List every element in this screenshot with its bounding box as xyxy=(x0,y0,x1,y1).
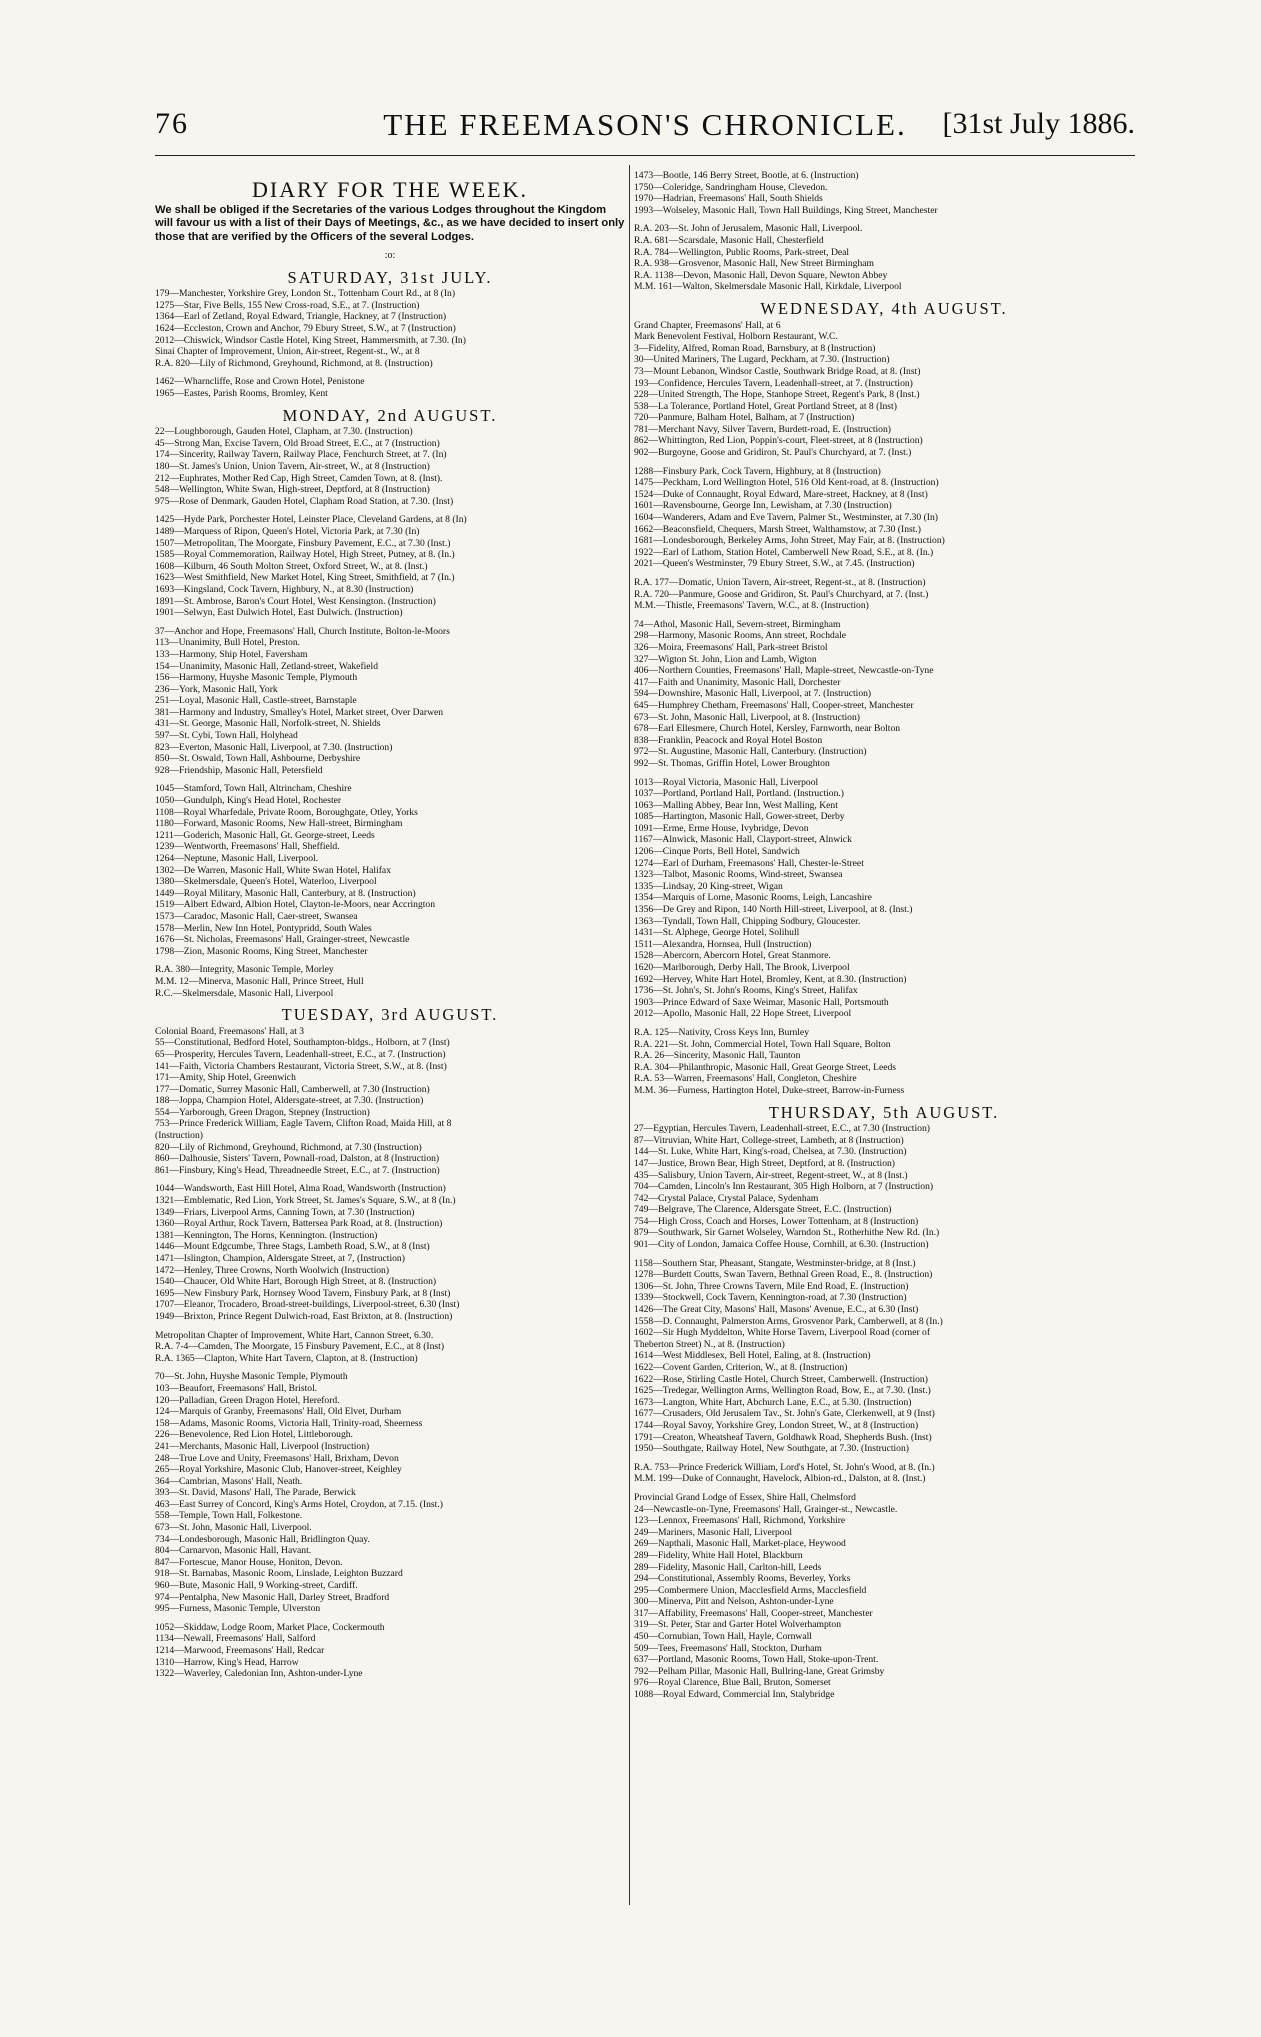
group-gap xyxy=(155,619,625,626)
group-gap xyxy=(634,612,1134,619)
lodge-entry: 236—York, Masonic Hall, York xyxy=(155,683,278,695)
lodge-entry: 1167—Alnwick, Masonic Hall, Clayport-street, Alnwick xyxy=(634,834,852,846)
lodge-entry: 1798—Zion, Masonic Rooms, King Street, Manchester xyxy=(155,945,368,957)
lodge-entry: 862—Whittington, Red Lion, Poppin's-court, Fleet-street, at 8 (Instruction) xyxy=(634,435,923,447)
lodge-entry: 1044—Wandsworth, East Hill Hotel, Alma Road, Wandsworth (Instruction) xyxy=(155,1183,446,1195)
lodge-entry: 463—East Surrey of Concord, King's Arms Hotel, Croydon, at 7.15. (Inst.) xyxy=(155,1498,443,1510)
lodge-entry: 1602—Sir Hugh Myddelton, White Horse Tavern, Liverpool Road (corner of xyxy=(634,1327,931,1339)
lodge-entry: 734—Londesborough, Masonic Hall, Bridlington Quay. xyxy=(155,1533,370,1545)
lodge-entry: 74—Athol, Masonic Hall, Severn-street, Birmingham xyxy=(634,618,841,630)
lodge-entry: 781—Merchant Navy, Silver Tavern, Burdett-road, E. (Instruction) xyxy=(634,423,891,435)
lodge-entry: 141—Faith, Victoria Chambers Restaurant, Victoria Street, S.W., at 8. (Inst) xyxy=(155,1060,447,1072)
lodge-entry: 918—St. Barnabas, Masonic Room, Linslade, Leighton Buzzard xyxy=(155,1568,403,1580)
lodge-entry: 1614—West Middlesex, Bell Hotel, Ealing, at 8. (Instruction) xyxy=(634,1350,871,1362)
lodge-entry: 2012—Chiswick, Windsor Castle Hotel, King Street, Hammersmith, at 7.30. (In) xyxy=(155,334,466,346)
lodge-entry: 248—True Love and Unity, Freemasons' Hall, Brixham, Devon xyxy=(155,1452,399,1464)
lodge-entry: 1585—Royal Commemoration, Railway Hotel, High Street, Putney, at 8. (In.) xyxy=(155,549,455,561)
lodge-entry: 1949—Brixton, Prince Regent Dulwich-road, East Brixton, at 8. (Instruction) xyxy=(155,1310,453,1322)
lodge-entry: 960—Bute, Masonic Hall, 9 Working-street, Cardiff. xyxy=(155,1580,358,1592)
lodge-entry: 1970—Hadrian, Freemasons' Hall, South Shields xyxy=(634,193,823,205)
lodge-entry: 1901—Selwyn, East Dulwich Hotel, East Dulwich. (Instruction) xyxy=(155,607,403,619)
lodge-entry: 1472—Henley, Three Crowns, North Woolwich (Instruction) xyxy=(155,1264,390,1276)
lodge-entry: 45—Strong Man, Excise Tavern, Old Broad Street, E.C., at 7 (Instruction) xyxy=(155,437,440,449)
lodge-entry: 289—Fidelity, Masonic Hall, Carlton-hill, Leeds xyxy=(634,1561,822,1573)
lodge-entry: 558—Temple, Town Hall, Folkestone. xyxy=(155,1510,303,1522)
lodge-entry: 792—Pelham Pillar, Masonic Hall, Bullring-lane, Great Grimsby xyxy=(634,1665,885,1677)
group-gap xyxy=(634,216,1134,223)
lodge-entry: 1085—Hartington, Masonic Hall, Gower-street, Derby xyxy=(634,811,845,823)
lodge-entry: 180—St. James's Union, Union Tavern, Air-street, W., at 8 (Instruction) xyxy=(155,461,430,472)
lodge-entry: 1108—Royal Wharfedale, Private Room, Boroughgate, Otley, Yorks xyxy=(155,806,418,818)
lodge-entry: 1573—Caradoc, Masonic Hall, Caer-street, Swansea xyxy=(155,910,358,922)
lodge-entry: R.C.—Skelmersdale, Masonic Hall, Liverpool xyxy=(155,987,334,999)
lodge-entry: 65—Prosperity, Hercules Tavern, Leadenhall-street, E.C., at 7. (Instruction) xyxy=(155,1048,446,1060)
group-gap xyxy=(634,1251,1134,1258)
lodge-entry: Metropolitan Chapter of Improvement, White Hart, Cannon Street, 6.30. xyxy=(155,1329,434,1341)
lodge-entry: 241—Merchants, Masonic Hall, Liverpool (Instruction) xyxy=(155,1440,370,1452)
lodge-entry: 1323—Talbot, Masonic Rooms, Wind-street, Swansea xyxy=(634,869,843,881)
lodge-entry: R.A. 125—Nativity, Cross Keys Inn, Burnley xyxy=(634,1026,809,1038)
lodge-entry: 1623—West Smithfield, New Market Hotel, King Street, Smithfield, at 7 (In.) xyxy=(155,572,455,584)
lodge-entry: R.A. 681—Scarsdale, Masonic Hall, Chesterfield xyxy=(634,234,824,246)
lodge-entry: M.M. 36—Furness, Hartington Hotel, Duke-street, Barrow-in-Furness xyxy=(634,1084,905,1096)
lodge-entry: R.A. 304—Philanthropic, Masonic Hall, Great George Street, Leeds xyxy=(634,1061,896,1073)
lodge-entry: 326—Moira, Freemasons' Hall, Park-street Bristol xyxy=(634,641,828,653)
lodge-entry: 188—Joppa, Champion Hotel, Aldersgate-street, at 7.30. (Instruction) xyxy=(155,1095,424,1107)
lodge-entry: 1426—The Great City, Masons' Hall, Masons' Avenue, E.C., at 6.30 (Inst) xyxy=(634,1304,919,1316)
lodge-entry: 594—Downshire, Masonic Hall, Liverpool, at 7. (Instruction) xyxy=(634,688,872,700)
lodge-entry: 1206—Cinque Ports, Bell Hotel, Sandwich xyxy=(634,846,800,858)
lodge-entry: 1903—Prince Edward of Saxe Weimar, Masonic Hall, Portsmouth xyxy=(634,996,889,1008)
group-gap xyxy=(155,507,625,514)
lodge-entry: 133—Harmony, Ship Hotel, Faversham xyxy=(155,648,308,660)
lodge-entry: 1507—Metropolitan, The Moorgate, Finsbury Pavement, E.C., at 7.30 (Inst.) xyxy=(155,537,451,549)
group-gap xyxy=(155,1176,625,1183)
lodge-entry: M.M. 199—Duke of Connaught, Havelock, Albion-rd., Dalston, at 8. (Inst.) xyxy=(634,1473,926,1485)
lodge-entry: 30—United Mariners, The Lugard, Peckham, at 7.30. (Instruction) xyxy=(634,354,890,366)
lodge-entry: 1524—Duke of Connaught, Royal Edward, Mare-street, Hackney, at 8 (Inst) xyxy=(634,488,928,500)
group-gap xyxy=(155,369,625,376)
right-continued-listings xyxy=(634,170,1134,293)
day-heading: THURSDAY, 5th AUGUST. xyxy=(768,1102,1000,1122)
lodge-entry: 1965—Eastes, Parish Rooms, Bromley, Kent xyxy=(155,388,328,400)
lodge-entry: 1088—Royal Edward, Commercial Inn, Stalybridge xyxy=(634,1689,835,1701)
lodge-entry: 1622—Covent Garden, Criterion, W., at 8. (Instruction) xyxy=(634,1362,848,1373)
lodge-entry: 754—High Cross, Coach and Horses, Lower Tottenham, at 8 (Instruction) xyxy=(634,1215,919,1227)
lodge-entry: R.A. 221—St. John, Commercial Hotel, Town Hall Square, Bolton xyxy=(634,1038,891,1050)
lodge-entry: 1037—Portland, Portland Hall, Portland. (Instruction.) xyxy=(634,788,844,800)
lodge-entry: 995—Furness, Masonic Temple, Ulverston xyxy=(155,1603,321,1615)
lodge-entry: Provincial Grand Lodge of Essex, Shire Hall, Chelmsford xyxy=(634,1491,856,1503)
lodge-entry: 327—Wigton St. John, Lion and Lamb, Wigton xyxy=(634,653,817,665)
lodge-entry: 1677—Crusaders, Old Jerusalem Tav., St. John's Gate, Clerkenwell, at 9 (Inst) xyxy=(634,1408,935,1420)
lodge-entry: 171—Amity, Ship Hotel, Greenwich xyxy=(155,1072,296,1084)
lodge-entry: 850—St. Oswald, Town Hall, Ashbourne, Derbyshire xyxy=(155,753,361,765)
lodge-entry: 1993—Wolseley, Masonic Hall, Town Hall Buildings, King Street, Manchester xyxy=(634,204,938,216)
lodge-entry: R.A. 753—Prince Frederick William, Lord's Hotel, St. John's Wood, at 8. (In.) xyxy=(634,1461,935,1473)
lodge-entry: 704—Camden, Lincoln's Inn Restaurant, 305 High Holborn, at 7 (Instruction) xyxy=(634,1181,934,1193)
lodge-entry: 1354—Marquis of Lorne, Masonic Rooms, Leigh, Lancashire xyxy=(634,892,872,904)
lodge-entry: 1922—Earl of Lathom, Station Hotel, Camberwell New Road, S.E., at 8. (In.) xyxy=(634,546,934,558)
lodge-entry: 1364—Earl of Zetland, Royal Edward, Triangle, Hackney, at 7 (Instruction) xyxy=(155,311,447,323)
lodge-entry: 294—Constitutional, Assembly Rooms, Beverley, Yorks xyxy=(634,1573,851,1585)
lodge-entry: 1681—Londesborough, Berkeley Arms, John Street, May Fair, at 8. (Instruction) xyxy=(634,535,945,547)
lodge-entry: 226—Benevolence, Red Lion Hotel, Littleborough. xyxy=(155,1429,353,1441)
lodge-entry: 1180—Forward, Masonic Rooms, New Hall-street, Birmingham xyxy=(155,818,403,830)
lodge-entry: 251—Loyal, Masonic Hall, Castle-street, Barnstaple xyxy=(155,695,357,707)
lodge-entry: 742—Crystal Palace, Crystal Palace, Sydenham xyxy=(634,1192,819,1204)
lodge-entry: 319—St. Peter, Star and Garter Hotel Wolverhampton xyxy=(634,1619,842,1631)
lodge-entry: 860—Dalhousie, Sisters' Tavern, Pownall-road, Dalston, at 8 (Instruction) xyxy=(155,1153,440,1165)
lodge-entry: 992—St. Thomas, Griffin Hotel, Lower Broughton xyxy=(634,757,830,769)
group-gap xyxy=(634,1020,1134,1027)
lodge-entry: 1158—Southern Star, Pheasant, Stangate, Westminster-bridge, at 8 (Inst.) xyxy=(634,1257,916,1269)
lodge-entry: Sinai Chapter of Improvement, Union, Air-street, Regent-st., W., at 8 xyxy=(155,346,420,358)
lodge-entry: 879—Southwark, Sir Garnet Wolseley, Warndon St., Rotherhithe New Rd. (In.) xyxy=(634,1227,940,1239)
left-day-sections xyxy=(155,267,625,1680)
lodge-entry: 70—St. John, Huyshe Masonic Temple, Plymouth xyxy=(155,1371,348,1383)
group-gap xyxy=(155,1615,625,1622)
lodge-entry: 972—St. Augustine, Masonic Hall, Canterbury. (Instruction) xyxy=(634,746,867,758)
lodge-entry: R.A. 820—Lily of Richmond, Greyhound, Richmond, at 8. (Instruction) xyxy=(155,357,433,369)
lodge-entry: 1791—Creaton, Wheatsheaf Tavern, Goldhawk Road, Shepherds Bush. (Inst) xyxy=(634,1431,932,1443)
lodge-entry: 1950—Southgate, Railway Hotel, New Southgate, at 7.30. (Instruction) xyxy=(634,1443,909,1455)
lodge-entry: R.A. 720—Panmure, Goose and Gridiron, St. Paul's Churchyard, at 7. (Inst.) xyxy=(634,588,929,600)
lodge-entry: 1310—Harrow, King's Head, Harrow xyxy=(155,1656,299,1668)
lodge-entry: 435—Salisbury, Union Tavern, Air-street, Regent-street, W., at 8 (Inst.) xyxy=(634,1169,908,1181)
lodge-entry: 1707—Eleanor, Trocadero, Broad-street-buildings, Liverpool-street, 6.30 (Inst) xyxy=(155,1299,460,1311)
group-gap xyxy=(634,459,1134,466)
group-gap xyxy=(634,1485,1134,1492)
lodge-entry: 928—Friendship, Masonic Hall, Petersfield xyxy=(155,764,323,776)
lodge-entry: 1322—Waverley, Caledonian Inn, Ashton-under-Lyne xyxy=(155,1668,363,1680)
lodge-entry: Grand Chapter, Freemasons' Hall, at 6 xyxy=(634,319,781,331)
lodge-entry: 902—Burgoyne, Goose and Gridiron, St. Paul's Churchyard, at 7. (Inst.) xyxy=(634,447,912,459)
lodge-entry: 1288—Finsbury Park, Cock Tavern, Highbury, at 8 (Instruction) xyxy=(634,465,881,477)
lodge-entry: 87—Vitruvian, White Hart, College-street, Lambeth, at 8 (Instruction) xyxy=(634,1134,904,1146)
lodge-entry: 1360—Royal Arthur, Rock Tavern, Battersea Park Road, at 8. (Instruction) xyxy=(155,1218,443,1230)
lodge-entry: 1052—Skiddaw, Lodge Room, Market Place, Cockermouth xyxy=(155,1621,385,1633)
lodge-entry: 124—Marquis of Granby, Freemasons' Hall, Old Elvet, Durham xyxy=(155,1406,402,1418)
lodge-entry: 1302—De Warren, Masonic Hall, White Swan Hotel, Halifax xyxy=(155,864,391,876)
lodge-entry: 1321—Emblematic, Red Lion, York Street, St. James's Square, S.W., at 8 (In.) xyxy=(155,1195,456,1207)
lodge-entry: 249—Mariners, Masonic Hall, Liverpool xyxy=(634,1526,792,1538)
lodge-entry: 393—St. David, Masons' Hall, The Parade, Berwick xyxy=(155,1487,356,1499)
lodge-entry: 24—Newcastle-on-Tyne, Freemasons' Hall, Grainger-st., Newcastle. xyxy=(634,1503,898,1515)
lodge-entry: 1750—Coleridge, Sandringham House, Clevedon. xyxy=(634,181,828,193)
lodge-entry: 179—Manchester, Yorkshire Grey, London St., Tottenham Court Rd., at 8 (In) xyxy=(155,288,456,300)
lodge-entry: 1091—Erme, Erme House, Ivybridge, Devon xyxy=(634,822,809,834)
lodge-entry: 364—Cambrian, Masons' Hall, Neath. xyxy=(155,1475,303,1487)
lodge-entry: 1239—Wentworth, Freemasons' Hall, Sheffield. xyxy=(155,841,340,853)
lodge-entry: 974—Pentalpha, New Masonic Hall, Darley Street, Bradford xyxy=(155,1591,390,1603)
lodge-entry: 509—Tees, Freemasons' Hall, Stockton, Durham xyxy=(634,1642,822,1654)
column-divider xyxy=(629,165,630,1905)
lodge-entry: 1695—New Finsbury Park, Hornsey Wood Tavern, Finsbury Park, at 8 (Inst) xyxy=(155,1287,451,1299)
page-header xyxy=(155,105,1135,156)
day-heading: MONDAY, 2nd AUGUST. xyxy=(282,405,498,425)
lodge-entry: R.A. 7-4—Camden, The Moorgate, 15 Finsbury Pavement, E.C., at 8 (Inst) xyxy=(155,1341,445,1353)
group-gap xyxy=(634,770,1134,777)
lodge-entry: R.A. 784—Wellington, Public Rooms, Park-street, Deal xyxy=(634,246,850,258)
lodge-entry: 753—Prince Frederick William, Eagle Tavern, Clifton Road, Maida Hill, at 8 xyxy=(155,1118,452,1130)
lodge-entry: 838—Franklin, Peacock and Royal Hotel Boston xyxy=(634,734,823,746)
lodge-entry: 645—Humphrey Chetham, Freemasons' Hall, Cooper-street, Manchester xyxy=(634,699,914,711)
lodge-entry: 298—Harmony, Masonic Rooms, Ann street, Rochdale xyxy=(634,630,847,642)
lodge-entry: 1601—Ravensbourne, George Inn, Lewisham, at 7.30 (Instruction) xyxy=(634,500,892,512)
lodge-entry: 1339—Stockwell, Cock Tavern, Kennington-road, at 7.30 (Instruction) xyxy=(634,1292,907,1304)
group-gap xyxy=(155,1323,625,1330)
lodge-entry: 2021—Queen's Westminster, 79 Ebury Street, S.W., at 7.45. (Instruction) xyxy=(634,558,915,570)
lodge-entry: 1335—Lindsay, 20 King-street, Wigan xyxy=(634,880,783,892)
lodge-entry: 317—Affability, Freemasons' Hall, Cooper-street, Manchester xyxy=(634,1607,873,1619)
lodge-entry: 1275—Star, Five Bells, 155 New Cross-road, S.E., at 7. (Instruction) xyxy=(155,299,420,311)
lodge-entry: 37—Anchor and Hope, Freemasons' Hall, Church Institute, Bolton-le-Moors xyxy=(155,625,450,637)
left-column xyxy=(155,170,625,1680)
lodge-entry: 300—Minerva, Pitt and Nelson, Ashton-under-Lyne xyxy=(634,1596,834,1608)
lodge-entry: R.A. 177—Domatic, Union Tavern, Air-street, Regent-st., at 8. (Instruction) xyxy=(634,577,926,588)
lodge-entry: 1446—Mount Edgcumbe, Three Stags, Lambeth Road, S.W., at 8 (Inst) xyxy=(155,1241,430,1253)
lodge-entry: 1693—Kingsland, Cock Tavern, Highbury, N., at 8.30 (Instruction) xyxy=(155,583,414,595)
lodge-entry: 289—Fidelity, White Hall Hotel, Blackburn xyxy=(634,1549,803,1561)
lodge-entry: 1063—Malling Abbey, Bear Inn, West Malling, Kent xyxy=(634,799,838,811)
lodge-entry: 1211—Goderich, Masonic Hall, Gt. George-street, Leeds xyxy=(155,829,375,841)
lodge-entry: 123—Lennox, Freemasons' Hall, Richmond, Yorkshire xyxy=(634,1515,846,1527)
lodge-entry: 158—Adams, Masonic Rooms, Victoria Hall, Trinity-road, Sheerness xyxy=(155,1417,423,1429)
lodge-entry: 295—Combermere Union, Macclesfield Arms, Macclesfield xyxy=(634,1584,867,1596)
lodge-entry: 1473—Bootle, 146 Berry Street, Bootle, at 6. (Instruction) xyxy=(634,170,859,181)
lodge-entry: R.A. 938—Grosvenor, Masonic Hall, New Street Birmingham xyxy=(634,258,874,270)
lodge-entry: 381—Harmony and Industry, Smalley's Hotel, Market street, Over Darwen xyxy=(155,706,444,718)
lodge-entry: 1050—Gundulph, King's Head Hotel, Rochester xyxy=(155,795,342,807)
lodge-entry: 147—Justice, Brown Bear, High Street, Deptford, at 8. (Instruction) xyxy=(634,1157,895,1169)
diary-title: DIARY FOR THE WEEK. xyxy=(252,177,528,202)
lodge-entry: Theberton Street) N., at 8. (Instruction) xyxy=(634,1338,785,1350)
lodge-entry: 228—United Strength, The Hope, Stanhope Street, Regent's Park, 8 (Inst.) xyxy=(634,389,920,401)
lodge-entry: 212—Euphrates, Mother Red Cap, High Street, Camden Town, at 8. (Inst). xyxy=(155,472,443,484)
lodge-entry: 103—Beaufort, Freemasons' Hall, Bristol. xyxy=(155,1382,318,1394)
lodge-entry: 450—Cornubian, Town Hall, Hayle, Cornwall xyxy=(634,1631,812,1643)
lodge-entry: 2012—Apollo, Masonic Hall, 22 Hope Street, Liverpool xyxy=(634,1008,852,1020)
lodge-entry: 22—Loughborough, Gauden Hotel, Clapham, at 7.30. (Instruction) xyxy=(155,426,413,438)
section-separator: :o: xyxy=(384,250,396,262)
lodge-entry: 1349—Friars, Liverpool Arms, Canning Town, at 7.30 (Instruction) xyxy=(155,1206,415,1218)
lodge-entry: 265—Royal Yorkshire, Masonic Club, Hanover-street, Keighley xyxy=(155,1464,402,1476)
group-gap xyxy=(634,1455,1134,1462)
right-day-sections xyxy=(634,298,1134,1701)
lodge-entry: 1264—Neptune, Masonic Hall, Liverpool. xyxy=(155,853,319,864)
issue-date: [31st July 1886. xyxy=(942,107,1135,140)
lodge-entry: (Instruction) xyxy=(155,1130,203,1142)
lodge-entry: 417—Faith and Unanimity, Masonic Hall, Dorchester xyxy=(634,676,841,688)
day-heading: TUESDAY, 3rd AUGUST. xyxy=(281,1005,499,1025)
lodge-entry: 637—Portland, Masonic Rooms, Town Hall, Stoke-upon-Trent. xyxy=(634,1654,879,1666)
lodge-entry: 1692—Hervey, White Hart Hotel, Bromley, Kent, at 8.30. (Instruction) xyxy=(634,973,907,985)
lodge-entry: 1624—Eccleston, Crown and Anchor, 79 Ebury Street, S.W., at 7 (Instruction) xyxy=(155,323,456,335)
lodge-entry: 823—Everton, Masonic Hall, Liverpool, at 7.30. (Instruction) xyxy=(155,741,393,753)
lodge-entry: M.M. 12—Minerva, Masonic Hall, Prince Street, Hull xyxy=(155,975,364,987)
lodge-entry: R.A. 203—St. John of Jerusalem, Masonic Hall, Liverpool. xyxy=(634,223,863,235)
lodge-entry: 1604—Wanderers, Adam and Eve Tavern, Palmer St., Westminster, at 7.30 (In) xyxy=(634,512,938,524)
lodge-entry: 1045—Stamford, Town Hall, Altrincham, Cheshire xyxy=(155,783,352,795)
lodge-entry: 27—Egyptian, Hercules Tavern, Leadenhall-street, E.C., at 7.30 (Instruction) xyxy=(634,1123,930,1135)
lodge-entry: 406—Northern Counties, Freemasons' Hall, Maple-street, Newcastle-on-Tyne xyxy=(634,665,934,677)
lodge-entry: 1736—St. John's, St. John's Rooms, King's Street, Halifax xyxy=(634,985,858,997)
right-column xyxy=(634,170,1134,1701)
lodge-entry: 1471—Islington, Champion, Aldersgate Street, at 7, (Instruction) xyxy=(155,1253,405,1264)
lodge-entry: 55—Constitutional, Bedford Hotel, Southampton-bldgs., Holborn, at 7 (Inst) xyxy=(155,1037,450,1049)
lodge-entry: 1891—St. Ambrose, Baron's Court Hotel, West Kensington. (Instruction) xyxy=(155,595,436,607)
lodge-entry: 177—Domatic, Surrey Masonic Hall, Camberwell, at 7.30 (Instruction) xyxy=(155,1083,430,1095)
lodge-entry: 1540—Chaucer, Old White Hart, Borough High Street, at 8. (Instruction) xyxy=(155,1276,437,1288)
lodge-entry: 1278—Burdett Coutts, Swan Tavern, Bethnal Green Road, E., 8. (Instruction) xyxy=(634,1269,933,1281)
lodge-entry: 861—Finsbury, King's Head, Threadneedle Street, E.C., at 7. (Instruction) xyxy=(155,1164,440,1176)
notice-paragraph: We shall be obliged if the Secretaries of the various Lodges throughout the Kingdom will favour us with a list of their Days of Meetings, &c., as we have decided to insert only those that are verified by the Officers of the several Lodges. xyxy=(155,203,625,243)
lodge-entry: 820—Lily of Richmond, Greyhound, Richmond, at 7.30 (Instruction) xyxy=(155,1141,422,1153)
lodge-entry: 1625—Tredegar, Wellington Arms, Wellington Road, Bow, E., at 7.30. (Inst.) xyxy=(634,1385,931,1397)
lodge-entry: 1558—D. Connaught, Palmerston Arms, Grosvenor Park, Camberwell, at 8 (In.) xyxy=(634,1315,943,1327)
lodge-entry: 847—Fortescue, Manor House, Honiton, Devon. xyxy=(155,1556,343,1568)
lodge-entry: 1489—Marquess of Ripon, Queen's Hotel, Victoria Park, at 7.30 (In) xyxy=(155,525,420,537)
lodge-entry: 1306—St. John, Three Crowns Tavern, Mile End Road, E. (Instruction) xyxy=(634,1280,909,1292)
lodge-entry: 144—St. Luke, White Hart, King's-road, Chelsea, at 7.30. (Instruction) xyxy=(634,1146,907,1158)
lodge-entry: R.A. 1365—Clapton, White Hart Tavern, Clapton, at 8. (Instruction) xyxy=(155,1352,418,1364)
lodge-entry: 673—St. John, Masonic Hall, Liverpool. xyxy=(155,1522,312,1534)
lodge-entry: 1608—Kilburn, 46 South Molton Street, Oxford Street, W., at 8. (Inst.) xyxy=(155,560,428,572)
lodge-entry: 1744—Royal Savoy, Yorkshire Grey, London Street, W., at 8 (Instruction) xyxy=(634,1419,919,1431)
publication-title: THE FREEMASON'S CHRONICLE. xyxy=(383,107,907,142)
lodge-entry: 976—Royal Clarence, Blue Ball, Bruton, Somerset xyxy=(634,1677,831,1689)
group-gap xyxy=(155,776,625,783)
lodge-entry: 1425—Hyde Park, Porchester Hotel, Leinster Place, Cleveland Gardens, at 8 (In) xyxy=(155,514,467,526)
group-gap xyxy=(634,570,1134,577)
lodge-entry: 1519—Albert Edward, Albion Hotel, Clayton-le-Moors, near Accrington xyxy=(155,899,436,911)
lodge-entry: 1449—Royal Military, Masonic Hall, Canterbury, at 8. (Instruction) xyxy=(155,887,416,899)
lodge-entry: 1462—Wharncliffe, Rose and Crown Hotel, Penistone xyxy=(155,376,365,388)
lodge-entry: M.M. 161—Walton, Skelmersdale Masonic Hall, Kirkdale, Liverpool xyxy=(634,281,902,293)
lodge-entry: R.A. 380—Integrity, Masonic Temple, Morley xyxy=(155,964,334,976)
lodge-entry: 720—Panmure, Balham Hotel, Balham, at 7 (Instruction) xyxy=(634,412,855,424)
lodge-entry: 156—Harmony, Huyshe Masonic Temple, Plymouth xyxy=(155,672,358,684)
lodge-entry: 193—Confidence, Hercules Tavern, Leadenhall-street, at 7. (Instruction) xyxy=(634,377,913,389)
lodge-entry: Mark Benevolent Festival, Holborn Restaurant, W.C. xyxy=(634,331,838,343)
lodge-entry: 3—Fidelity, Alfred, Roman Road, Barnsbury, at 8 (Instruction) xyxy=(634,342,876,354)
day-heading: SATURDAY, 31st JULY. xyxy=(287,267,493,287)
lodge-entry: 678—Earl Ellesmere, Church Hotel, Kersley, Farnworth, near Bolton xyxy=(634,723,901,735)
lodge-entry: 1528—Abercorn, Abercorn Hotel, Great Stanmore. xyxy=(634,950,831,962)
lodge-entry: 154—Unanimity, Masonic Hall, Zetland-street, Wakefield xyxy=(155,660,379,672)
lodge-entry: 901—City of London, Jamaica Coffee House, Cornhill, at 6.30. (Instruction) xyxy=(634,1239,929,1251)
lodge-entry: 1274—Earl of Durham, Freemasons' Hall, Chester-le-Street xyxy=(634,857,864,869)
group-gap xyxy=(155,1364,625,1371)
lodge-entry: 597—St. Cybi, Town Hall, Holyhead xyxy=(155,730,298,742)
lodge-entry: 1622—Rose, Stirling Castle Hotel, Church Street, Camberwell. (Instruction) xyxy=(634,1373,928,1385)
lodge-entry: 1356—De Grey and Ripon, 140 North Hill-street, Liverpool, at 8. (Inst.) xyxy=(634,904,913,916)
lodge-entry: 1214—Marwood, Freemasons' Hall, Redcar xyxy=(155,1645,325,1656)
lodge-entry: 804—Carnarvon, Masonic Hall, Havant. xyxy=(155,1545,312,1557)
day-heading: WEDNESDAY, 4th AUGUST. xyxy=(760,298,1008,318)
lodge-entry: 1578—Merlin, New Inn Hotel, Pontypridd, South Wales xyxy=(155,922,372,934)
lodge-entry: 538—La Tolerance, Portland Hotel, Great Portland Street, at 8 (Inst) xyxy=(634,400,897,412)
lodge-entry: 269—Napthali, Masonic Hall, Market-place, Heywood xyxy=(634,1538,846,1550)
lodge-entry: R.A. 26—Sincerity, Masonic Hall, Taunton xyxy=(634,1050,801,1062)
lodge-entry: 975—Rose of Denmark, Gauden Hotel, Clapham Road Station, at 7.30. (Inst) xyxy=(155,495,454,507)
lodge-entry: 673—St. John, Masonic Hall, Liverpool, at 8. (Instruction) xyxy=(634,711,860,723)
page-number: 76 xyxy=(155,107,189,140)
lodge-entry: M.M.—Thistle, Freemasons' Tavern, W.C., at 8. (Instruction) xyxy=(634,600,869,612)
lodge-entry: 1673—Langton, White Hart, Abchurch Lane, E.C., at 5.30. (Instruction) xyxy=(634,1396,912,1408)
lodge-entry: 554—Yarborough, Green Dragon, Stepney (Instruction) xyxy=(155,1106,370,1118)
lodge-entry: 1363—Tyndall, Town Hall, Chipping Sodbury, Gloucester. xyxy=(634,915,861,927)
lodge-entry: 1431—St. Alphege, George Hotel, Solihull xyxy=(634,927,800,939)
lodge-entry: 174—Sincerity, Railway Tavern, Railway Place, Fenchurch Street, at 7. (In) xyxy=(155,449,447,461)
lodge-entry: Colonial Board, Freemasons' Hall, at 3 xyxy=(155,1025,305,1037)
lodge-entry: 1475—Peckham, Lord Wellington Hotel, 516 Old Kent-road, at 8. (Instruction) xyxy=(634,477,939,489)
lodge-entry: 73—Mount Lebanon, Windsor Castle, Southwark Bridge Road, at 8. (Inst) xyxy=(634,365,921,377)
lodge-entry: R.A. 1138—Devon, Masonic Hall, Devon Square, Newton Abbey xyxy=(634,269,888,281)
lodge-entry: 113—Unanimity, Bull Hotel, Preston. xyxy=(155,637,301,649)
lodge-entry: 1013—Royal Victoria, Masonic Hall, Liverpool xyxy=(634,776,819,788)
lodge-entry: 1620—Marlborough, Derby Hall, The Brook, Liverpool xyxy=(634,962,850,973)
lodge-entry: 1381—Kennington, The Horns, Kennington. (Instruction) xyxy=(155,1229,378,1241)
lodge-entry: 1676—St. Nicholas, Freemasons' Hall, Grainger-street, Newcastle xyxy=(155,934,410,946)
group-gap xyxy=(155,957,625,964)
lodge-entry: 1380—Skelmersdale, Queen's Hotel, Waterloo, Liverpool xyxy=(155,876,377,888)
lodge-entry: 431—St. George, Masonic Hall, Norfolk-street, N. Shields xyxy=(155,718,381,730)
lodge-entry: R.A. 53—Warren, Freemasons' Hall, Congleton, Cheshire xyxy=(634,1073,857,1085)
lodge-entry: 749—Belgrave, The Clarence, Aldersgate Street, E.C. (Instruction) xyxy=(634,1204,892,1216)
lodge-entry: 1662—Beaconsfield, Chequers, Marsh Street, Walthamstow, at 7.30 (Inst.) xyxy=(634,523,921,535)
lodge-entry: 548—Wellington, White Swan, High-street, Deptford, at 8 (Instruction) xyxy=(155,484,430,496)
lodge-entry: 1511—Alexandra, Hornsea, Hull (Instruction) xyxy=(634,938,812,950)
lodge-entry: 1134—Newall, Freemasons' Hall, Salford xyxy=(155,1633,316,1645)
lodge-entry: 120—Palladian, Green Dragon Hotel, Hereford. xyxy=(155,1394,340,1406)
